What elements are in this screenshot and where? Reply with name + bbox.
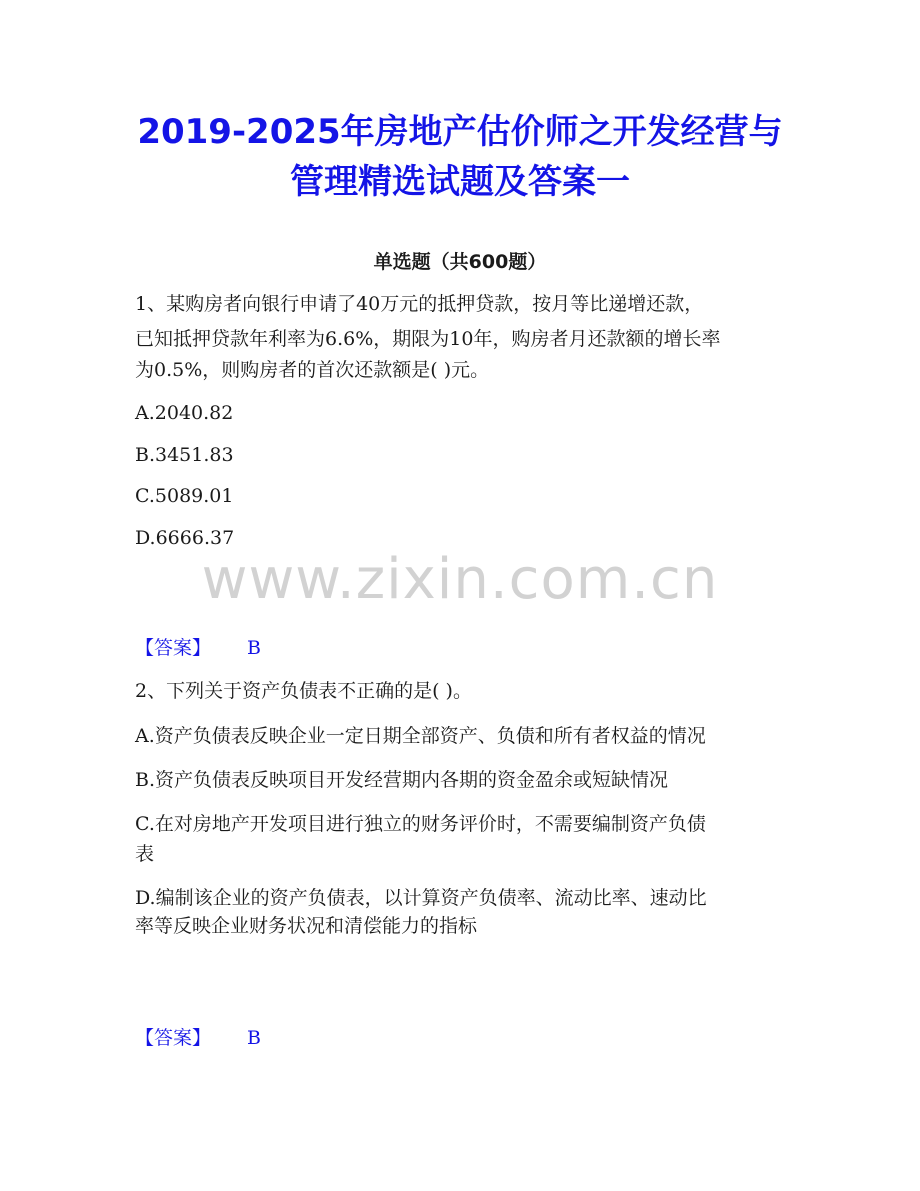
question-1-stem-line-3: 为0.5%，则购房者的首次还款额是( )元。 (135, 359, 490, 381)
answer-value: B (247, 1027, 261, 1049)
question-1-option-b: B.3451.83 (135, 444, 234, 466)
question-1-stem-line-2: 已知抵押贷款年利率为6.6%，期限为10年，购房者月还款额的增长率 (135, 328, 721, 350)
question-2-option-c-line-1: C.在对房地产开发项目进行独立的财务评价时，不需要编制资产负债 (135, 813, 706, 835)
answer-value: B (247, 637, 261, 659)
page-title-line-1: 2019-2025年房地产估价师之开发经营与 (137, 112, 783, 152)
question-1-option-c: C.5089.01 (135, 485, 234, 507)
section-heading: 单选题（共600题） (373, 251, 547, 273)
question-2-option-c-line-2: 表 (135, 843, 155, 865)
question-1-stem-line-1: 1、某购房者向银行申请了40万元的抵押贷款，按月等比递增还款， (135, 293, 704, 315)
question-1-answer (135, 634, 261, 662)
question-2-answer (135, 1024, 261, 1052)
answer-label: 【答案】 (135, 1027, 212, 1049)
watermark: www.zixin.com.cn (201, 547, 719, 612)
question-2-option-d-line-1: D.编制该企业的资产负债表，以计算资产负债率、流动比率、速动比 (135, 887, 707, 909)
question-2-option-d-line-2: 率等反映企业财务状况和清偿能力的指标 (135, 915, 478, 937)
question-2-option-b: B.资产负债表反映项目开发经营期内各期的资金盈余或短缺情况 (135, 769, 669, 791)
question-2-stem-line-1: 2、下列关于资产负债表不正确的是( )。 (135, 680, 472, 702)
question-1-option-a: A.2040.82 (135, 402, 234, 424)
page-title-line-2: 管理精选试题及答案一 (290, 162, 630, 202)
question-1-option-d: D.6666.37 (135, 527, 235, 549)
answer-label: 【答案】 (135, 637, 212, 659)
question-2-option-a: A.资产负债表反映企业一定日期全部资产、负债和所有者权益的情况 (135, 725, 706, 747)
